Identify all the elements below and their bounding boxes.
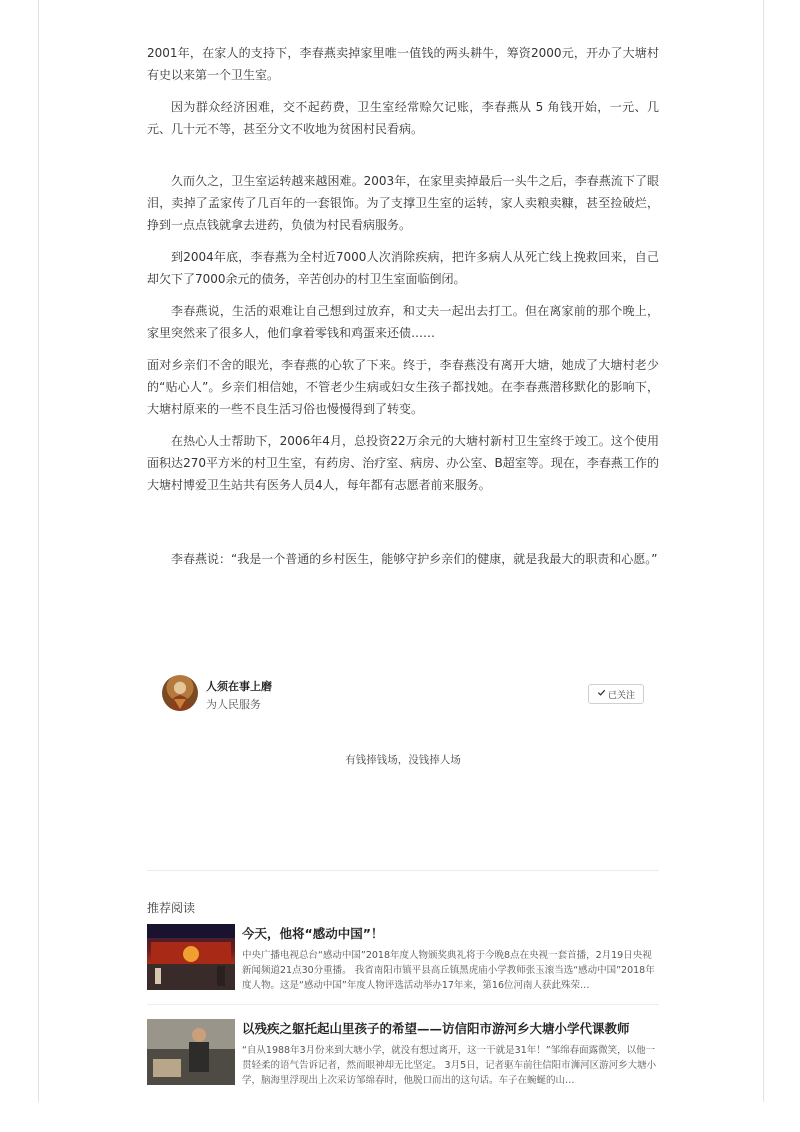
- article-paragraph: 在热心人士帮助下，2006年4月，总投资22万余元的大塘村新村卫生室终于竣工。这个使用面积达270平方米的村卫生室，有药房、治疗室、病房、办公室、B超室等。现在，李春燕工作的大塘村博爱卫生站共有医务人员4人，每年都有志愿者前来服务。: [147, 434, 659, 492]
- recommend-item-title[interactable]: 以残疾之躯托起山里孩子的希望——访信阳市游河乡大塘小学代课教师: [242, 1021, 630, 1036]
- article-paragraph: 因为群众经济困难，交不起药费，卫生室经常赊欠记账，李春燕从 5 角钱开始，一元、几元、几十元不等，甚至分文不收地为贫困村民看病。: [147, 100, 659, 136]
- recommend-thumbnail[interactable]: [147, 1019, 235, 1085]
- article-paragraph: 面对乡亲们不舍的眼光，李春燕的心软了下来。终于，李春燕没有离开大塘，她成了大塘村老少的“贴心人”。乡亲们相信她，不管老少生病或妇女生孩子都找她。在李春燕潜移默化的影响下，大塘村原来的一些不良生活习俗也慢慢得到了转变。: [147, 358, 659, 416]
- article-paragraph: 李春燕说，生活的艰难让自己想到过放弃，和丈夫一起出去打工。但在离家前的那个晚上，家里突然来了很多人，他们拿着零钱和鸡蛋来还债……: [147, 304, 659, 340]
- follow-label: 已关注: [607, 690, 635, 701]
- section-divider: [147, 870, 659, 871]
- author-card: [162, 675, 644, 713]
- article-paragraph: 2001年，在家人的支持下，李春燕卖掉家里唯一值钱的两头耕牛，筹资2000元，开办了大塘村有史以来第一个卫生室。: [147, 46, 659, 82]
- avatar-image: [162, 675, 198, 711]
- recommend-item[interactable]: [147, 1019, 659, 1091]
- author-description: 为人民服务: [206, 698, 261, 711]
- author-signature: 有钱捧钱场，没钱捧人场: [345, 754, 461, 766]
- recommend-item-summary: 中央广播电视总台“感动中国”2018年度人物颁奖典礼将于今晚8点在央视一套首播，2月19日央视新闻频道21点30分重播。 我省南阳市镇平县高丘镇黑虎庙小学教师张玉滚当选“感动中国”2018年度人物。这是“感动中国”年度人物评选活动举办17年来，第16位河南人获此殊荣…: [242, 950, 655, 991]
- recommend-title: 推荐阅读: [147, 901, 196, 915]
- article-body: [147, 42, 659, 570]
- follow-button[interactable]: [588, 684, 644, 704]
- author-name[interactable]: 人须在事上磨: [206, 680, 272, 693]
- recommend-separator: [147, 1004, 659, 1005]
- avatar[interactable]: [162, 675, 198, 711]
- recommend-item-title[interactable]: 今天，他将“感动中国”！: [242, 926, 384, 941]
- article-paragraph: 到2004年底，李春燕为全村近7000人次消除疾病，把许多病人从死亡线上挽救回来，自己却欠下了7000余元的债务，辛苦创办的村卫生室面临倒闭。: [147, 250, 659, 286]
- recommend-thumbnail[interactable]: [147, 924, 235, 990]
- article-paragraph: 久而久之，卫生室运转越来越困难。2003年，在家里卖掉最后一头牛之后，李春燕流下了眼泪，卖掉了孟家传了几百年的一套银饰。为了支撑卫生室的运转，家人卖粮卖糠，甚至捡破烂，挣到一点点钱就拿去进药，负债为村民看病服务。: [147, 174, 659, 232]
- recommend-item-summary: “自从1988年3月份来到大塘小学，就没有想过离开，这一干就是31年！”邹绵春面露微笑，以他一贯轻柔的语气告诉记者，然而眼神却无比坚定。 3月5日，记者驱车前往信阳市浉河区游河乡大塘小学，脑海里浮现出上次采访邹绵春时，他脱口而出的这句话。车子在蜿蜒的山…: [242, 1045, 657, 1086]
- check-icon: [597, 688, 606, 700]
- recommend-item[interactable]: [147, 924, 659, 996]
- article-quote: 李春燕说：“我是一个普通的乡村医生，能够守护乡亲们的健康，就是我最大的职责和心愿。”: [171, 552, 658, 566]
